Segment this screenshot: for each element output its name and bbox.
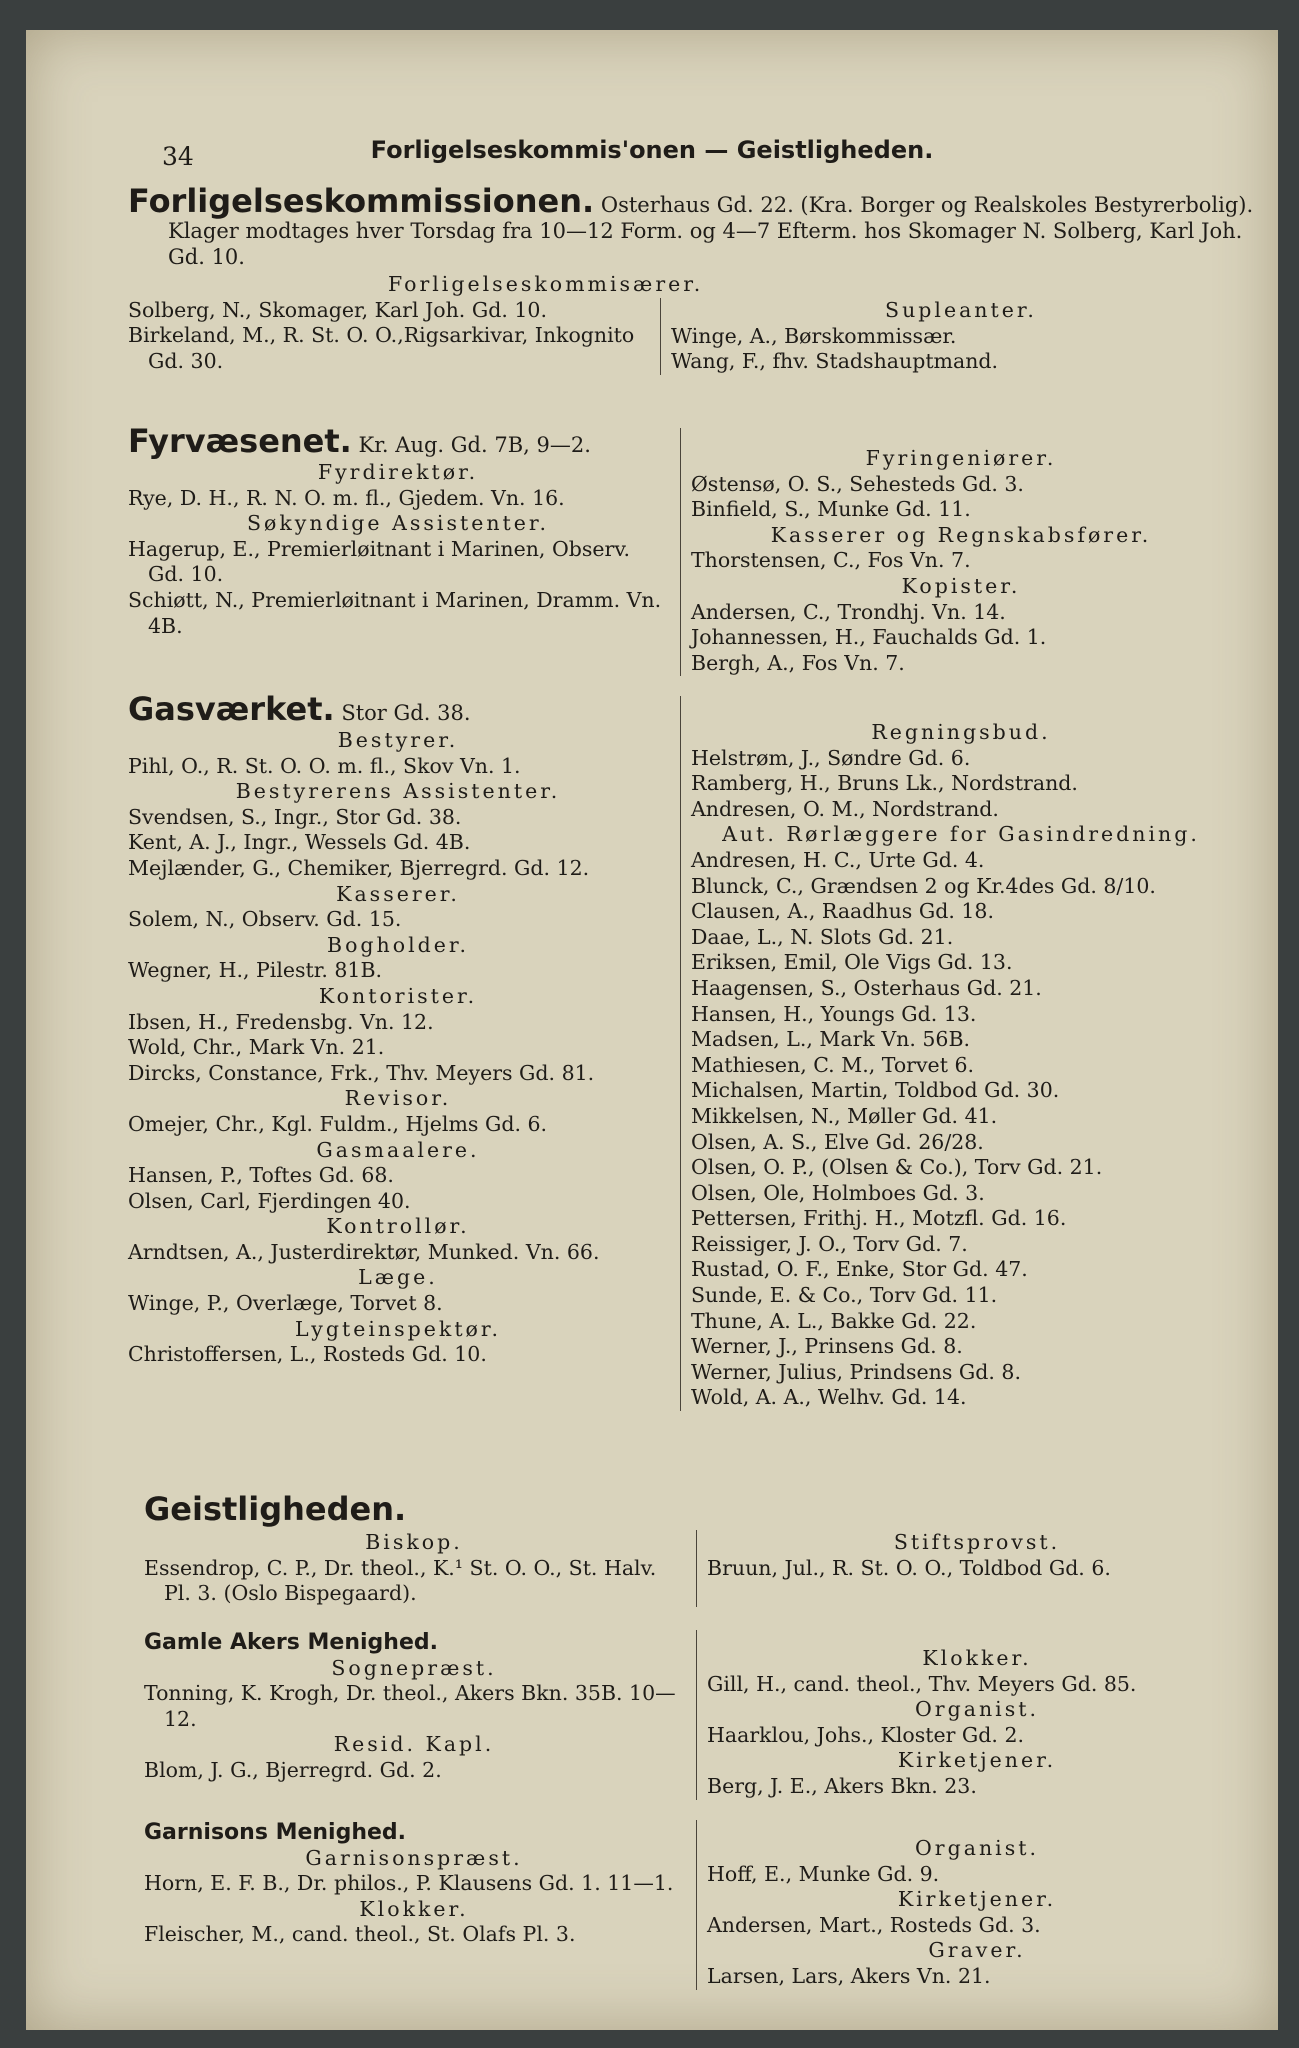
column-heading: Søkyndige Assistenter. (247, 511, 549, 536)
column-heading: Forligelseskommisærer. (388, 272, 704, 296)
entry: Mikkelsen, N., Møller Gd. 41. (691, 1103, 998, 1128)
column-heading: Regningsbud. (871, 720, 1051, 744)
entry: Haarklou, Johs., Kloster Gd. 2. (707, 1722, 1025, 1747)
entry: Olsen, A. S., Elve Gd. 26/28. (691, 1129, 984, 1154)
entry: Werner, Julius, Prindsens Gd. 8. (691, 1359, 1021, 1384)
left-column (128, 422, 668, 676)
column-heading: Supleanter. (885, 298, 1037, 322)
entry: Daae, L., N. Slots Gd. 21. (691, 924, 954, 949)
column-heading: Fyrdirektør. (317, 460, 479, 484)
section-fyrvaesenet (128, 422, 1258, 676)
section-title: Gasværket. (128, 690, 335, 728)
column-heading: Bestyrerens Assistenter. (235, 779, 561, 804)
entry: Tonning, K. Krogh, Dr. theol., Akers Bkn. 35B. 10—12. (144, 1681, 676, 1731)
entry: Pettersen, Frithj. H., Motzfl. Gd. 16. (691, 1206, 1067, 1231)
column-heading: Kontorister. (318, 983, 478, 1008)
entry: Hoff, E., Munke Gd. 9. (707, 1861, 940, 1886)
section-title: Geistligheden. (144, 1490, 407, 1528)
entry: Bergh, A., Fos Vn. 7. (691, 650, 905, 675)
column-heading: Biskop. (365, 1530, 463, 1554)
entry: Mejlænder, G., Chemiker, Bjerregrd. Gd. 12. (128, 855, 590, 880)
entry: Johannessen, H., Fauchalds Gd. 1. (691, 625, 1047, 650)
section-title: Forligelseskommissionen. (128, 182, 595, 220)
document-page (26, 30, 1278, 2030)
entry: Olsen, Carl, Fjerdingen 40. (128, 1188, 411, 1213)
section-title: Garnisons Menighed. (144, 1820, 407, 1845)
column-heading: Klokker. (359, 1896, 469, 1921)
entry: Dircks, Constance, Frk., Thv. Meyers Gd. 81. (128, 1060, 595, 1085)
section-gasvaerket (128, 690, 1258, 1411)
entry: Solem, N., Observ. Gd. 15. (128, 907, 402, 932)
section-garnisons-menighed (144, 1820, 1258, 1990)
column-heading: Kopister. (901, 573, 1021, 598)
entry: Hansen, H., Youngs Gd. 13. (691, 1001, 977, 1026)
entry: Omejer, Chr., Kgl. Fuldm., Hjelms Gd. 6. (128, 1111, 548, 1136)
column-heading: Resid. Kapl. (333, 1732, 495, 1757)
entry: Werner, J., Prinsens Gd. 8. (691, 1334, 963, 1359)
column-heading: Lygteinspektør. (295, 1316, 501, 1341)
entry: Olsen, Ole, Holmboes Gd. 3. (691, 1180, 985, 1205)
entry: Wold, Chr., Mark Vn. 21. (128, 1035, 385, 1060)
section-title: Fyrvæsenet. (128, 422, 352, 460)
entry: Rye, D. H., R. N. O. m. fl., Gjedem. Vn. 16. (128, 485, 565, 510)
page-number: 34 (162, 142, 194, 171)
entry: Olsen, O. P., (Olsen & Co.), Torv Gd. 21. (691, 1155, 1103, 1180)
entry: Andersen, C., Trondhj. Vn. 14. (691, 599, 1006, 624)
section-intro: Stor Gd. 38. (341, 701, 471, 725)
entry: Blunck, C., Grændsen 2 og Kr.4des Gd. 8/10. (691, 873, 1156, 898)
entry: Clausen, A., Raadhus Gd. 18. (691, 899, 994, 924)
column-heading: Læge. (358, 1265, 438, 1290)
entry: Kent, A. J., Ingr., Wessels Gd. 4B. (128, 830, 471, 855)
entry: Ramberg, H., Bruns Lk., Nordstrand. (691, 771, 1078, 796)
column-heading: Garnisonspræst. (305, 1845, 523, 1870)
entry: Bruun, Jul., R. St. O. O., Toldbod Gd. 6. (707, 1555, 1111, 1580)
entry: Michalsen, Martin, Toldbod Gd. 30. (691, 1078, 1060, 1103)
right-column (696, 1630, 1247, 1800)
entry: Thorstensen, C., Fos Vn. 7. (691, 548, 971, 573)
entry: Sunde, E. & Co., Torv Gd. 11. (691, 1283, 998, 1308)
entry: Thune, A. L., Bakke Gd. 22. (691, 1308, 977, 1333)
right-column (680, 428, 1231, 676)
entry: Andresen, O. M., Nordstrand. (691, 796, 999, 821)
column-heading: Organist. (915, 1836, 1039, 1860)
section-intro: Kr. Aug. Gd. 7B, 9—2. (358, 433, 591, 457)
column-heading: Fyringeniører. (865, 446, 1057, 470)
entry: Østensø, O. S., Sehesteds Gd. 3. (691, 471, 1024, 496)
entry: Arndtsen, A., Justerdirektør, Munked. Vn. 66. (128, 1239, 600, 1264)
entry: Mathiesen, C. M., Torvet 6. (691, 1052, 975, 1077)
section-gamle-akers-menighed (144, 1630, 1258, 1800)
entry: Hagerup, E., Premierløitnant i Marinen, Observ. Gd. 10. (128, 536, 631, 587)
page-header (26, 136, 1278, 176)
entry: Reissiger, J. O., Torv Gd. 7. (691, 1231, 968, 1256)
right-column (680, 696, 1231, 1411)
right-column (660, 298, 1251, 375)
entry: Ibsen, H., Fredensbg. Vn. 12. (128, 1009, 434, 1034)
section-title: Gamle Akers Menighed. (144, 1630, 438, 1655)
section-forligelseskommissionen (128, 182, 1258, 375)
right-column (696, 1530, 1247, 1607)
entry: Horn, E. F. B., Dr. philos., P. Klausens Gd. 1. 11—1. (144, 1871, 674, 1896)
column-heading: Kasserer. (336, 881, 460, 906)
entry: Svendsen, S., Ingr., Stor Gd. 38. (128, 804, 462, 829)
column-heading: Aut. Rørlæggere for Gasindredning. (722, 822, 1200, 847)
entry: Andersen, Mart., Rosteds Gd. 3. (707, 1912, 1041, 1937)
entry: Hansen, P., Toftes Gd. 68. (128, 1163, 394, 1188)
entry: Birkeland, M., R. St. O. O.,Rigsarkivar, Inkognito Gd. 30. (128, 323, 635, 373)
column-heading: Kirketjener. (897, 1748, 1057, 1773)
entry: Winge, P., Overlæge, Torvet 8. (128, 1291, 443, 1316)
entry: Rustad, O. F., Enke, Stor Gd. 47. (691, 1257, 1028, 1282)
column-heading: Bestyrer. (337, 728, 459, 752)
entry: Wang, F., fhv. Stadshauptmand. (671, 349, 999, 374)
entry: Wegner, H., Pilestr. 81B. (128, 958, 383, 983)
left-column (144, 1630, 684, 1800)
entry: Madsen, L., Mark Vn. 56B. (691, 1027, 971, 1052)
column-heading: Kontrollør. (326, 1214, 470, 1239)
entry: Helstrøm, J., Søndre Gd. 6. (691, 745, 971, 770)
entry: Binfield, S., Munke Gd. 11. (691, 497, 971, 522)
entry: Pihl, O., R. St. O. O. m. fl., Skov Vn. 1. (128, 753, 521, 778)
entry: Wold, A. A., Welhv. Gd. 14. (691, 1385, 967, 1410)
entry: Winge, A., Børskommissær. (671, 323, 957, 348)
section-intro: Osterhaus Gd. 22. (Kra. Borger og Realskoles Bestyrerbolig). Klager modtages hver Torsdag fra 10—12 Form. og 4—7 Efterm. hos Skomager N. Solberg, Karl Joh. Gd. 10. (168, 193, 1254, 269)
entry: Blom, J. G., Bjerregrd. Gd. 2. (144, 1757, 442, 1782)
entry: Gill, H., cand. theol., Thv. Meyers Gd. 85. (707, 1671, 1137, 1696)
entry: Schiøtt, N., Premierløitnant i Marinen, Dramm. Vn. 4B. (128, 587, 662, 638)
column-heading: Kirketjener. (897, 1887, 1057, 1912)
column-heading: Kasserer og Regnskabsfører. (770, 522, 1152, 547)
entry: Andresen, H. C., Urte Gd. 4. (691, 847, 985, 872)
entry: Berg, J. E., Akers Bkn. 23. (707, 1773, 977, 1798)
entry: Fleischer, M., cand. theol., St. Olafs Pl. 3. (144, 1922, 576, 1947)
column-heading: Klokker. (922, 1646, 1032, 1670)
left-column (144, 1820, 684, 1990)
column-heading: Graver. (928, 1938, 1026, 1963)
entry: Haagensen, S., Osterhaus Gd. 21. (691, 975, 1042, 1000)
entry: Essendrop, C. P., Dr. theol., K.¹ St. O. O., St. Halv. Pl. 3. (Oslo Bispegaard). (144, 1555, 657, 1606)
running-head: Forligelseskommis'onen — Geistligheden. (370, 136, 934, 164)
column-heading: Revisor. (344, 1086, 452, 1111)
right-column (696, 1820, 1247, 1990)
left-column (128, 272, 704, 375)
left-column (128, 690, 668, 1411)
entry: Larsen, Lars, Akers Vn. 21. (707, 1963, 991, 1988)
column-heading: Bogholder. (327, 932, 469, 957)
section-geistligheden (144, 1490, 1258, 1607)
column-heading: Organist. (915, 1697, 1039, 1722)
entry: Eriksen, Emil, Ole Vigs Gd. 13. (691, 950, 1013, 975)
entry: Solberg, N., Skomager, Karl Joh. Gd. 10. (128, 297, 547, 322)
column-heading: Gasmaalere. (316, 1137, 480, 1162)
column-heading: Stiftsprovst. (893, 1530, 1061, 1554)
column-heading: Sognepræst. (331, 1655, 497, 1680)
left-column (144, 1530, 684, 1607)
entry: Christoffersen, L., Rosteds Gd. 10. (128, 1342, 487, 1367)
